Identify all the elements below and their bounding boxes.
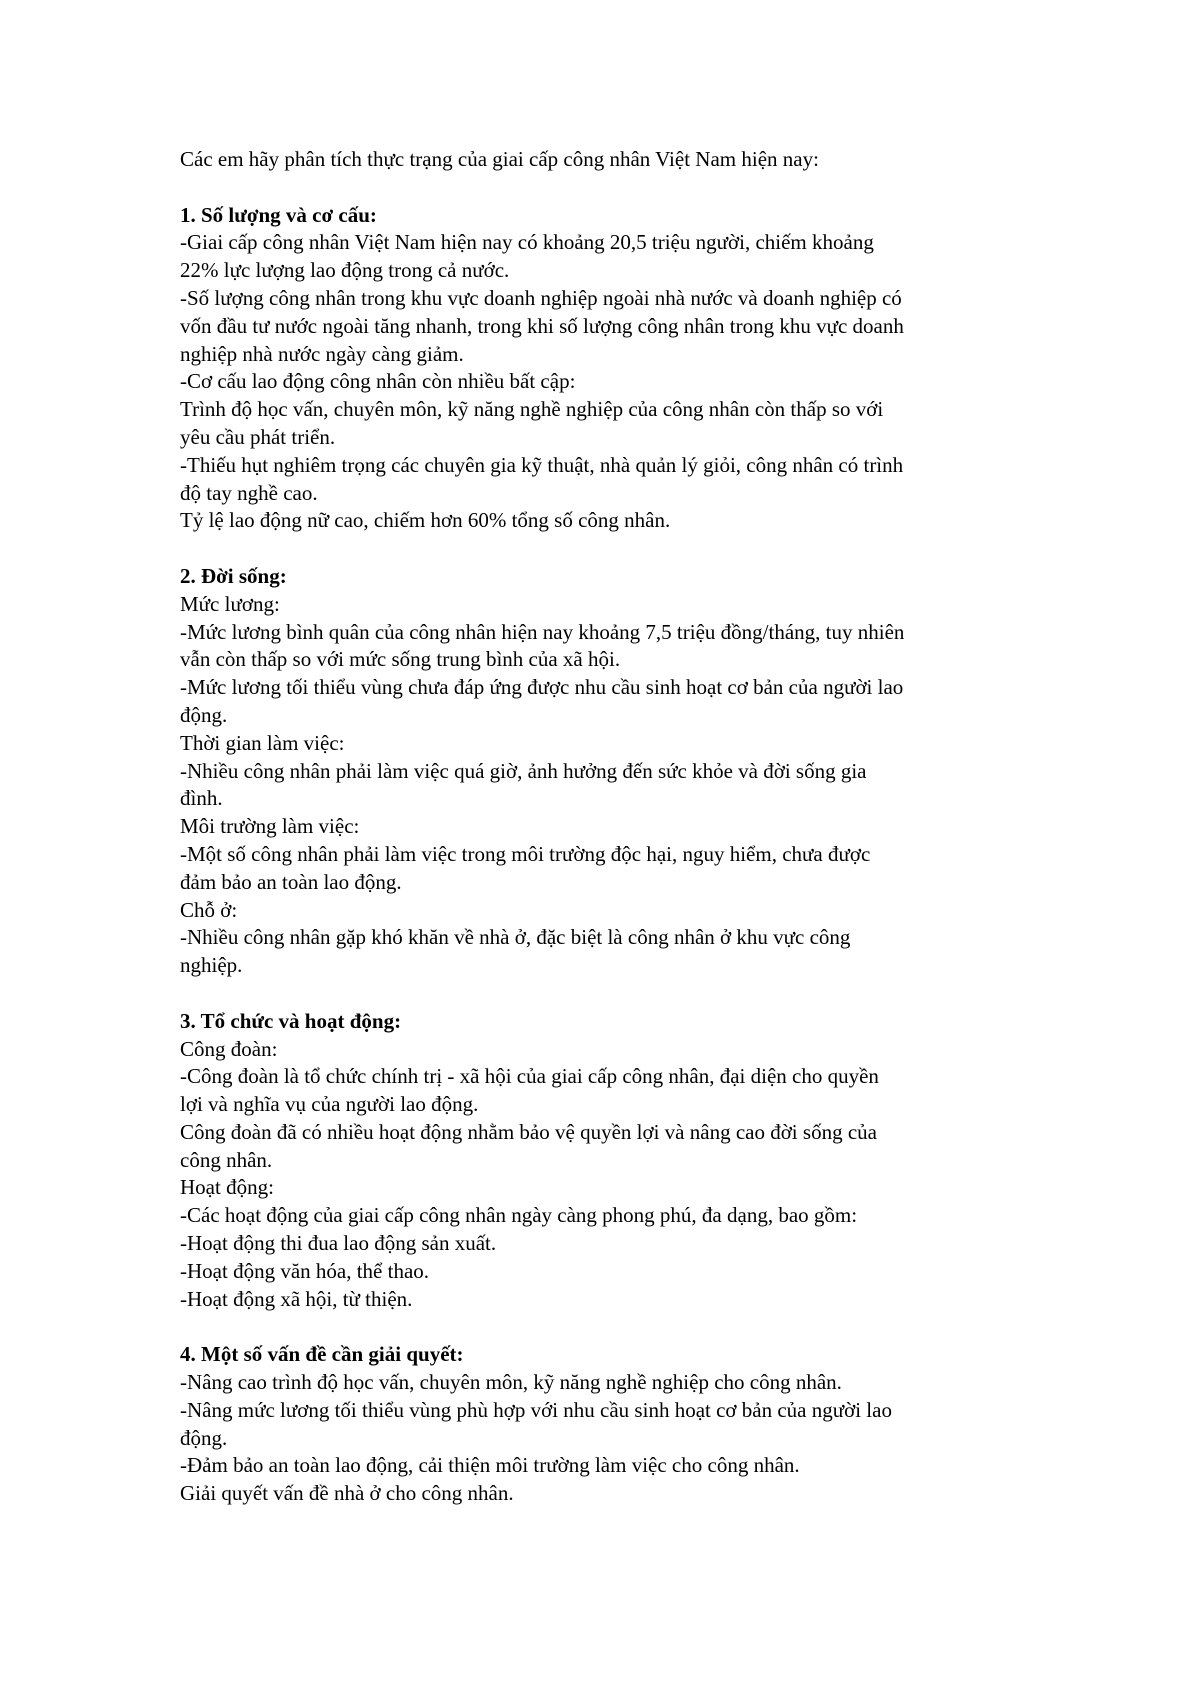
text-line: -Công đoàn là tổ chức chính trị - xã hội của giai cấp công nhân, đại diện cho quyền bbox=[180, 1064, 879, 1089]
text-line: Trình độ học vấn, chuyên môn, kỹ năng nghề nghiệp của công nhân còn thấp so với bbox=[180, 397, 884, 422]
text-line: Công đoàn: bbox=[180, 1036, 278, 1061]
text-line: yêu cầu phát triển. bbox=[180, 424, 336, 449]
text-line: nghiệp. bbox=[180, 953, 243, 978]
text-line: động. bbox=[180, 702, 228, 727]
text-line: -Hoạt động xã hội, từ thiện. bbox=[180, 1286, 413, 1311]
text-line: Giải quyết vấn đề nhà ở cho công nhân. bbox=[180, 1481, 514, 1506]
text-line: Tỷ lệ lao động nữ cao, chiếm hơn 60% tổng số công nhân. bbox=[180, 508, 671, 533]
text-line: -Nhiều công nhân gặp khó khăn về nhà ở, đặc biệt là công nhân ở khu vực công bbox=[180, 925, 851, 950]
text-line: -Thiếu hụt nghiêm trọng các chuyên gia kỹ thuật, nhà quản lý giỏi, công nhân có trình bbox=[180, 452, 904, 477]
text-line: -Một số công nhân phải làm việc trong môi trường độc hại, nguy hiểm, chưa được bbox=[180, 841, 871, 866]
text-line: -Hoạt động văn hóa, thể thao. bbox=[180, 1258, 430, 1283]
section-quantity-structure bbox=[180, 202, 1060, 536]
section-living-conditions bbox=[180, 563, 1060, 980]
text-line: Mức lương: bbox=[180, 591, 280, 616]
text-line: Hoạt động: bbox=[180, 1175, 274, 1200]
text-line: 22% lực lượng lao động trong cả nước. bbox=[180, 258, 510, 283]
text-line: công nhân. bbox=[180, 1147, 273, 1172]
text-line: Công đoàn đã có nhiều hoạt động nhằm bảo vệ quyền lợi và nâng cao đời sống của bbox=[180, 1119, 877, 1144]
text-line: Môi trường làm việc: bbox=[180, 814, 360, 839]
spacer bbox=[180, 1313, 1060, 1341]
text-line: Thời gian làm việc: bbox=[180, 730, 345, 755]
text-line: -Giai cấp công nhân Việt Nam hiện nay có khoảng 20,5 triệu người, chiếm khoảng bbox=[180, 230, 874, 255]
text-line: vốn đầu tư nước ngoài tăng nhanh, trong khi số lượng công nhân trong khu vực doanh bbox=[180, 313, 904, 338]
spacer bbox=[180, 980, 1060, 1008]
text-line: -Nâng mức lương tối thiểu vùng phù hợp với nhu cầu sinh hoạt cơ bản của người lao bbox=[180, 1397, 892, 1422]
text-line: -Mức lương bình quân của công nhân hiện nay khoảng 7,5 triệu đồng/tháng, tuy nhiên bbox=[180, 619, 905, 644]
document-page bbox=[180, 146, 1060, 1508]
text-line: nghiệp nhà nước ngày càng giảm. bbox=[180, 341, 464, 366]
intro-paragraph: Các em hãy phân tích thực trạng của giai cấp công nhân Việt Nam hiện nay: bbox=[180, 147, 819, 171]
text-line: -Mức lương tối thiểu vùng chưa đáp ứng được nhu cầu sinh hoạt cơ bản của người lao bbox=[180, 675, 904, 700]
text-line: -Cơ cấu lao động công nhân còn nhiều bất cập: bbox=[180, 369, 576, 394]
section-heading: 1. Số lượng và cơ cấu: bbox=[180, 202, 377, 227]
spacer bbox=[180, 535, 1060, 563]
text-line: -Hoạt động thi đua lao động sản xuất. bbox=[180, 1231, 497, 1256]
section-heading: 4. Một số vấn đề cần giải quyết: bbox=[180, 1342, 464, 1367]
section-issues-to-solve bbox=[180, 1341, 1060, 1508]
section-heading: 3. Tổ chức và hoạt động: bbox=[180, 1008, 402, 1033]
text-line: Chỗ ở: bbox=[180, 897, 238, 922]
text-line: -Nhiều công nhân phải làm việc quá giờ, ảnh hưởng đến sức khỏe và đời sống gia bbox=[180, 758, 867, 783]
text-line: -Các hoạt động của giai cấp công nhân ngày càng phong phú, đa dạng, bao gồm: bbox=[180, 1203, 858, 1228]
text-line: đình. bbox=[180, 786, 223, 811]
text-line: đảm bảo an toàn lao động. bbox=[180, 869, 402, 894]
text-line: lợi và nghĩa vụ của người lao động. bbox=[180, 1092, 479, 1117]
spacer bbox=[180, 174, 1060, 202]
text-line: động. bbox=[180, 1425, 228, 1450]
text-line: -Nâng cao trình độ học vấn, chuyên môn, kỹ năng nghề nghiệp cho công nhân. bbox=[180, 1370, 842, 1395]
text-line: -Đảm bảo an toàn lao động, cải thiện môi trường làm việc cho công nhân. bbox=[180, 1453, 800, 1478]
text-line: -Số lượng công nhân trong khu vực doanh nghiệp ngoài nhà nước và doanh nghiệp có bbox=[180, 285, 902, 310]
text-line: độ tay nghề cao. bbox=[180, 480, 318, 505]
text-line: vẫn còn thấp so với mức sống trung bình của xã hội. bbox=[180, 647, 621, 672]
section-organization-activities bbox=[180, 1008, 1060, 1314]
section-heading: 2. Đời sống: bbox=[180, 563, 287, 588]
